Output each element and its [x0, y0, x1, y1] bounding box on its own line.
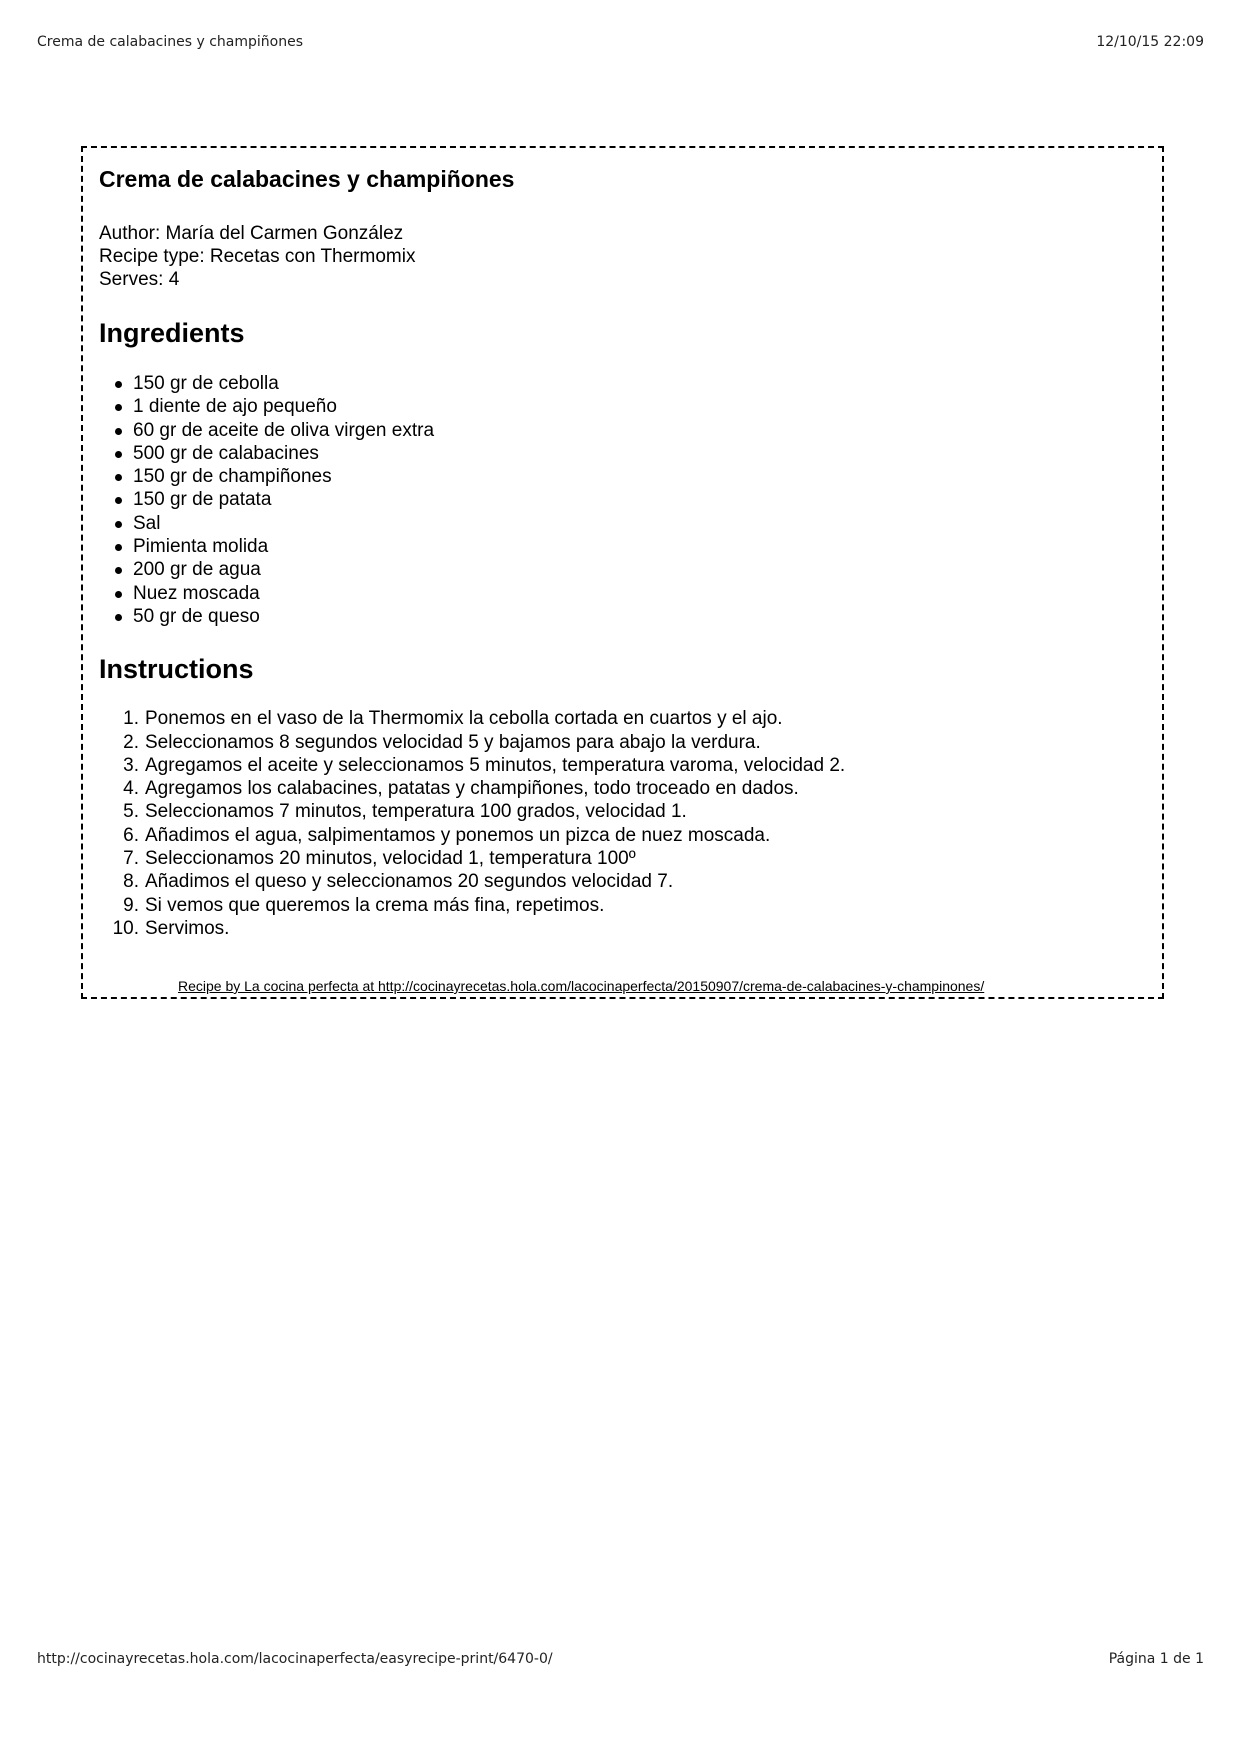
- ingredients-heading: Ingredients: [99, 318, 245, 348]
- ingredient-item: Pimienta molida: [133, 535, 1146, 558]
- step-number: 5.: [123, 801, 139, 823]
- bullet-icon: [115, 591, 122, 598]
- instruction-step: [123, 824, 1146, 847]
- print-header-title: Crema de calabacines y champiñones: [37, 34, 303, 50]
- bullet-icon: [115, 381, 122, 388]
- instruction-step: [123, 847, 1146, 870]
- instructions-list: [99, 707, 1146, 940]
- ingredient-item: Sal: [133, 512, 1146, 535]
- bullet-icon: [115, 404, 122, 411]
- ingredients-list: [99, 372, 1146, 628]
- ingredient-item: 150 gr de cebolla: [133, 372, 1146, 395]
- instruction-step: [112, 917, 1146, 940]
- print-header-datetime: 12/10/15 22:09: [1096, 34, 1204, 50]
- step-text: Ponemos en el vaso de la Thermomix la cebolla cortada en cuartos y el ajo.: [145, 708, 783, 730]
- step-number: 6.: [123, 824, 139, 846]
- ingredient-item: 150 gr de champiñones: [133, 465, 1146, 488]
- bullet-icon: [115, 497, 122, 504]
- bullet-icon: [115, 544, 122, 551]
- ingredient-item: 500 gr de calabacines: [133, 442, 1146, 465]
- bullet-icon: [115, 428, 122, 435]
- bullet-icon: [115, 474, 122, 481]
- step-number: 9.: [123, 894, 139, 916]
- instruction-step: [123, 754, 1146, 777]
- step-number: 1.: [123, 708, 139, 730]
- step-number: 2.: [123, 731, 139, 753]
- instruction-step: [123, 777, 1146, 800]
- recipe-title: Crema de calabacines y champiñones: [99, 166, 515, 192]
- step-number: 7.: [123, 848, 139, 870]
- step-text: Seleccionamos 8 segundos velocidad 5 y bajamos para abajo la verdura.: [145, 731, 761, 753]
- recipe-type: Recipe type: Recetas con Thermomix: [99, 246, 416, 267]
- instruction-step: [123, 894, 1146, 917]
- step-number: 4.: [123, 778, 139, 800]
- ingredient-item: 50 gr de queso: [133, 605, 1146, 628]
- ingredient-item: 200 gr de agua: [133, 558, 1146, 581]
- ingredient-item: 150 gr de patata: [133, 488, 1146, 511]
- step-text: Agregamos el aceite y seleccionamos 5 minutos, temperatura varoma, velocidad 2.: [145, 754, 846, 776]
- recipe-meta: [99, 222, 1146, 291]
- recipe-author: Author: María del Carmen González: [99, 223, 404, 244]
- instruction-step: [123, 800, 1146, 823]
- ingredient-item: Nuez moscada: [133, 582, 1146, 605]
- print-footer-url: http://cocinayrecetas.hola.com/lacocinaperfecta/easyrecipe-print/6470-0/: [37, 1651, 553, 1667]
- bullet-icon: [115, 521, 122, 528]
- bullet-icon: [115, 614, 122, 621]
- step-text: Añadimos el queso y seleccionamos 20 segundos velocidad 7.: [145, 871, 674, 893]
- print-footer-page: Página 1 de 1: [1108, 1651, 1204, 1667]
- recipe-card: [81, 146, 1164, 999]
- bullet-icon: [115, 451, 122, 458]
- instruction-step: [123, 870, 1146, 893]
- step-text: Servimos.: [145, 917, 230, 939]
- instruction-step: [123, 707, 1146, 730]
- bullet-icon: [115, 567, 122, 574]
- step-text: Seleccionamos 20 minutos, velocidad 1, temperatura 100º: [145, 848, 636, 870]
- recipe-credit-link[interactable]: Recipe by La cocina perfecta at http://cocinayrecetas.hola.com/lacocinaperfecta/20150907/crema-de-calabacines-y-champinones/: [178, 978, 985, 994]
- ingredient-item: 60 gr de aceite de oliva virgen extra: [133, 419, 1146, 442]
- step-number: 8.: [123, 871, 139, 893]
- instructions-heading: Instructions: [99, 654, 254, 685]
- step-text: Agregamos los calabacines, patatas y champiñones, todo troceado en dados.: [145, 778, 799, 800]
- recipe-serves: Serves: 4: [99, 269, 180, 290]
- step-text: Si vemos que queremos la crema más fina, repetimos.: [145, 894, 605, 916]
- ingredient-item: 1 diente de ajo pequeño: [133, 395, 1146, 418]
- step-text: Añadimos el agua, salpimentamos y ponemos un pizca de nuez moscada.: [145, 824, 771, 846]
- instruction-step: [123, 731, 1146, 754]
- step-text: Seleccionamos 7 minutos, temperatura 100 grados, velocidad 1.: [145, 801, 687, 823]
- step-number: 10.: [112, 917, 139, 939]
- step-number: 3.: [123, 754, 139, 776]
